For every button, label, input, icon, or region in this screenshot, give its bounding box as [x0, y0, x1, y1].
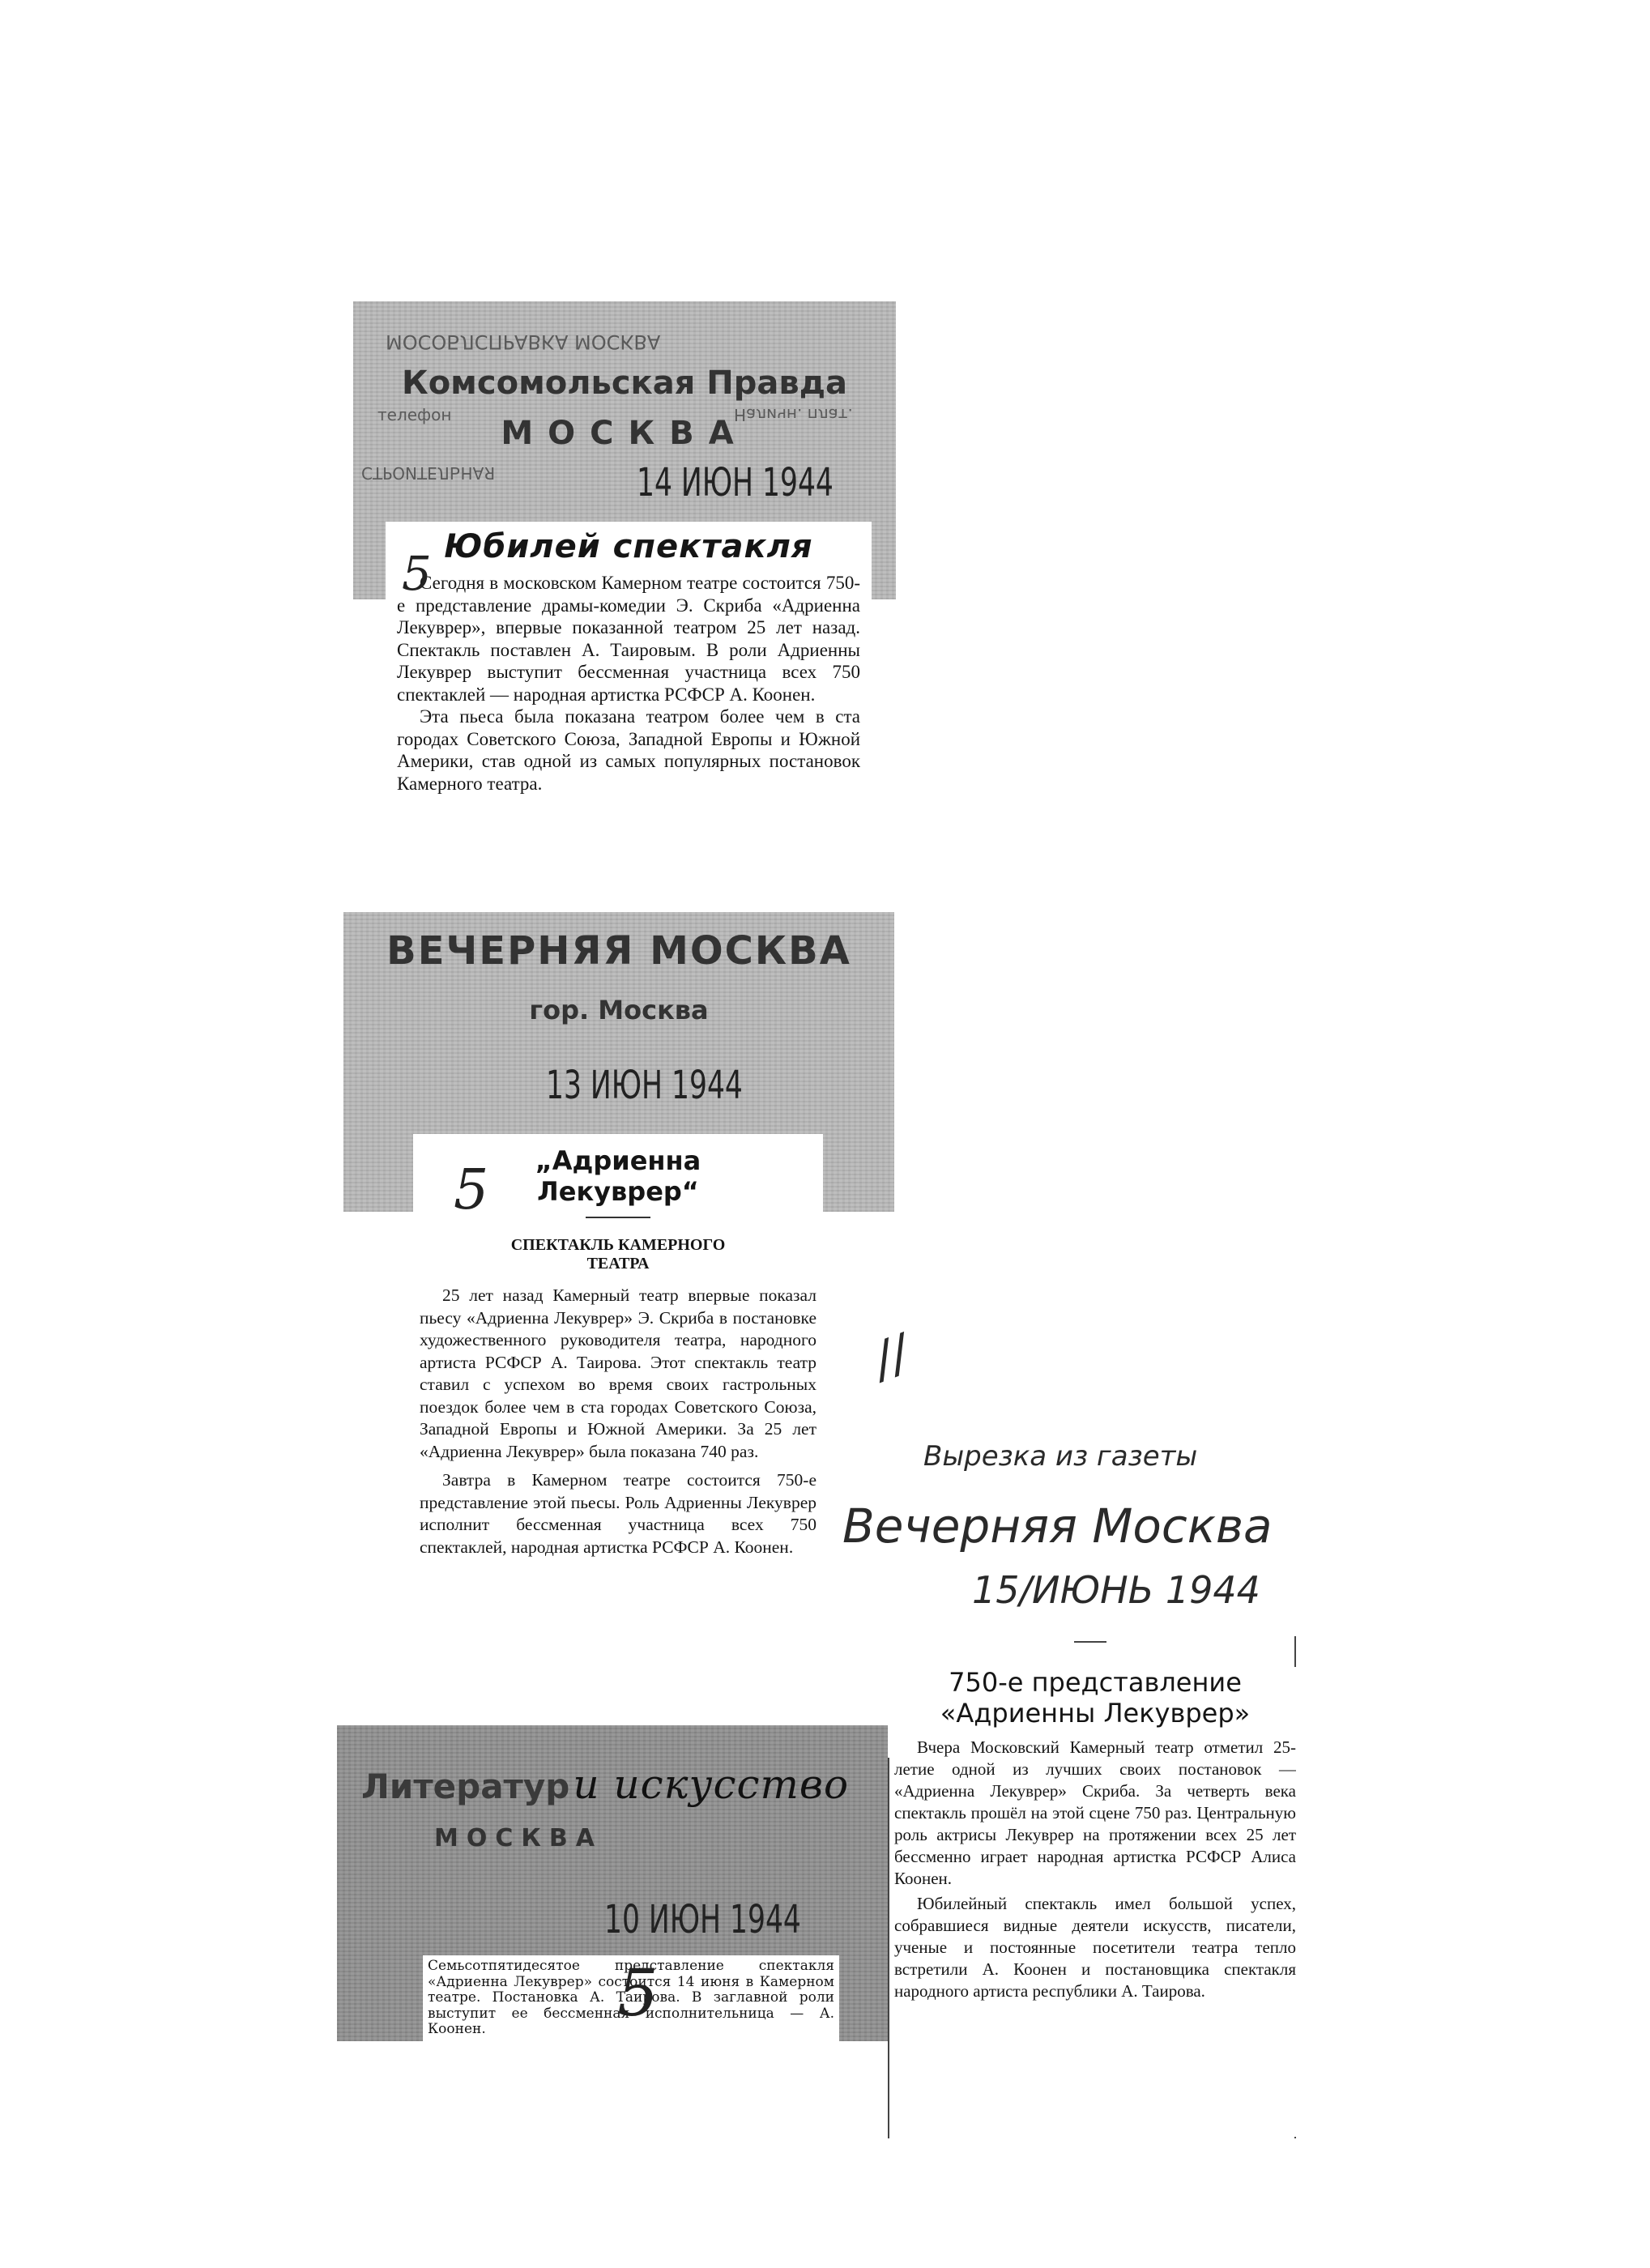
masthead: [361, 1761, 849, 1808]
city-line: МОСКВА: [434, 1824, 603, 1852]
city-line: гор. Москва: [529, 995, 709, 1025]
stamp-date: 10 ИЮН 1944: [604, 1897, 801, 1942]
top-divider: [1074, 1641, 1106, 1643]
masthead-printed: Литератур: [361, 1767, 570, 1806]
stamp-right-text: Наличн. плат.: [734, 405, 853, 424]
clipping-border-left: [888, 1758, 889, 2138]
masthead-handwritten: и искусство: [573, 1761, 850, 1808]
clipping-750-performance: [880, 1636, 1296, 2138]
article-title-line: 750-е представление: [949, 1667, 1242, 1698]
article-title: Юбилей спектакля: [444, 528, 813, 565]
stamp-top-text: МОСОБЛСПРАВКА МОСКВА: [386, 330, 661, 353]
stamp-mid-text: СТРОИТЕЛЬНАЯ: [361, 463, 496, 483]
clipping-vechernyaya-moskva-13: [343, 912, 894, 1714]
article-paragraph: Юбилейный спектакль имел большой успех, собравшиеся видные деятели искусств, писатели, ученые и постоянные посетители театра тепло встретили А. Коонен и постановщика спектакля народного артиста республики А. Таирова.: [894, 1894, 1296, 2001]
article-paragraph: Семьсотпятидесятое представление спектакля «Адриенна Лекуврер» состоится 14 июня в Камерном театре. Постановка А. Таирова. В заглавной роли выступит ее бессменная исполнительница — А. Коонен.: [428, 1958, 834, 2037]
handwritten-archive-mark: 5: [454, 1158, 489, 1222]
handwritten-archive-mark: 5: [617, 1955, 659, 2031]
article-paragraph: 25 лет назад Камерный театр впервые показал пьесу «Адриенна Лекуврер» Э. Скриба в постановке художественного руководителя театра, народного артиста РСФСР А. Таирова. Этот спектакль театр ставил с успехом во время своих гастрольных поездок более чем в ста городах Советского Союза, Западной Европы и Южной Америки. За 25 лет «Адриенна Лекуврер» была показана 740 раз.: [420, 1285, 816, 1461]
article-title-line: „Адриенна: [535, 1145, 701, 1176]
stamp-date: 14 ИЮН 1944: [637, 460, 834, 505]
article-paragraph: Эта пьеса была показана театром более чем в ста городах Советского Союза, Западной Европы и Южной Америки, став одной из самых популярных постановок Камерного театра.: [397, 706, 860, 794]
city-line: МОСКВА: [501, 415, 748, 452]
title-divider: [586, 1217, 650, 1218]
article: [891, 1667, 1296, 2137]
article: [423, 1955, 839, 2057]
masthead: ВЕЧЕРНЯЯ МОСКВА: [386, 928, 851, 974]
article-title-line: «Адриенны Лекуврер»: [940, 1698, 1251, 1729]
article-subtitle-line: СПЕКТАКЛЬ КАМЕРНОГО: [510, 1236, 726, 1254]
stamp-date: 13 ИЮН 1944: [546, 1063, 743, 1108]
article-body: [397, 572, 860, 795]
clipping-komsomolskaya-pravda: [353, 301, 896, 885]
article-paragraph: Вчера Московский Камерный театр отметил 25-летие одной из лучших своих постановок — «Адриенна Лекуврер» Скриба. За четверть века спектакль прошёл на этой сцене 750 раз. Центральную роль актрисы Лекуврер на протяжении всех 25 лет бессменно играет народная артистка РСФСР Алиса Коонен.: [894, 1737, 1296, 1888]
article-body: [420, 1285, 816, 1558]
article-subtitle-line: ТЕАТРА: [586, 1255, 650, 1273]
masthead: Комсомольская Правда: [402, 364, 847, 402]
handwritten-archive-mark: 5: [402, 546, 432, 601]
article-paragraph: Сегодня в московском Камерном театре состоится 750-е представление драмы-комедии Э. Скриба «Адриенна Лекуврер», впервые показанной театром 25 лет назад. Спектакль поставлен А. Таировым. В роли Адриенны Лекуврер выступит бессменная участница всех 750 спектаклей — народная артистка РСФСР А. Коонен.: [397, 573, 860, 705]
handwritten-note-date: 15/ИЮНЬ 1944: [972, 1568, 1260, 1612]
article-title-line: Лекуврер“: [537, 1176, 699, 1207]
article: [386, 522, 872, 862]
handwritten-slash-mark: //: [866, 1324, 917, 1389]
article-body: [894, 1737, 1296, 2002]
article-paragraph: Завтра в Камерном театре состоится 750-е представление этой пьесы. Роль Адриенны Лекуврер исполнит бессменная участница всех 750 спектаклей, народная артистка РСФСР А. Коонен.: [420, 1470, 816, 1557]
stamp-left-text: телефон: [377, 405, 452, 424]
handwritten-note-line: Вырезка из газеты: [923, 1440, 1198, 1473]
article: [413, 1134, 823, 1701]
clipping-literatura-i-iskusstvo: [337, 1725, 888, 2066]
handwritten-note-newspaper: Вечерняя Москва: [842, 1498, 1273, 1554]
